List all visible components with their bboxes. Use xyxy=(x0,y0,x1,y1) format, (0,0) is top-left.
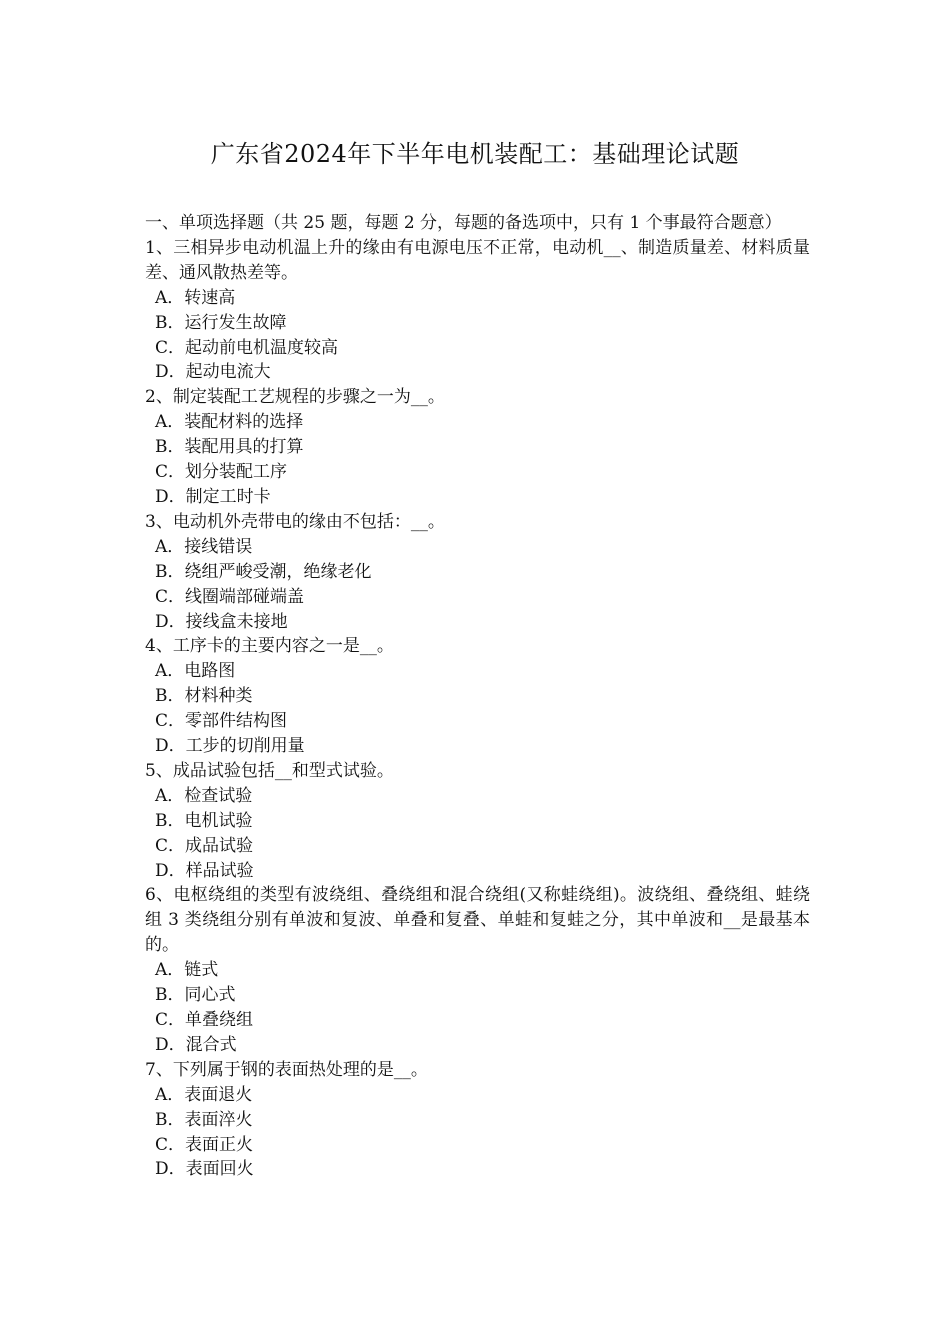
option-a: A．装配材料的选择 xyxy=(155,412,304,433)
question-6 xyxy=(145,883,810,1057)
option-d: D．样品试验 xyxy=(155,860,254,881)
option-a: A．接线错误 xyxy=(155,536,253,557)
question-stem: 2、制定装配工艺规程的步骤之一为__。 xyxy=(145,387,445,408)
question-2 xyxy=(145,385,810,510)
option-c: C．表面正火 xyxy=(155,1134,254,1155)
option-d: D．接线盒未接地 xyxy=(155,611,288,632)
question-stem: 5、成品试验包括__和型式试验。 xyxy=(145,760,394,781)
question-stem: 4、工序卡的主要内容之一是__。 xyxy=(145,636,394,657)
option-c: C．划分装配工序 xyxy=(155,462,288,483)
question-3 xyxy=(145,510,810,635)
question-stem: 1、三相异步电动机温上升的缘由有电源电压不正常，电动机__、制造质量差、材料质量差、通风散热差等。 xyxy=(145,237,810,283)
document-title: 广东省2024年下半年电机装配工：基础理论试题 xyxy=(210,140,740,168)
option-b: B．同心式 xyxy=(155,985,236,1006)
option-d: D．混合式 xyxy=(155,1034,237,1055)
section-intro: 一、单项选择题（共 25 题，每题 2 分，每题的备选项中，只有 1 个事最符合题意） xyxy=(145,213,782,233)
option-a: A．电路图 xyxy=(155,661,236,682)
option-c: C．线圈端部碰端盖 xyxy=(155,586,305,607)
option-b: B．绕组严峻受潮，绝缘老化 xyxy=(155,561,372,582)
option-c: C．成品试验 xyxy=(155,835,254,856)
option-a: A．检查试验 xyxy=(155,785,253,806)
option-c: C．零部件结构图 xyxy=(155,711,288,732)
question-stem: 3、电动机外壳带电的缘由不包括：__。 xyxy=(145,511,445,532)
option-a: A．链式 xyxy=(155,960,219,981)
question-1 xyxy=(145,236,810,385)
option-c: C．起动前电机温度较高 xyxy=(155,337,339,358)
question-5 xyxy=(145,759,810,884)
question-stem: 6、电枢绕组的类型有波绕组、叠绕组和混合绕组(又称蛙绕组)。波绕组、叠绕组、蛙绕组 3 类绕组分别有单波和复波、单叠和复叠、单蛙和复蛙之分，其中单波和__是最基本的。 xyxy=(145,885,810,956)
option-b: B．装配用具的打算 xyxy=(155,437,304,458)
option-d: D．起动电流大 xyxy=(155,362,271,383)
option-b: B．电机试验 xyxy=(155,810,253,831)
question-4 xyxy=(145,634,810,759)
option-a: A．表面退火 xyxy=(155,1084,253,1105)
question-7 xyxy=(145,1058,810,1183)
option-b: B．材料种类 xyxy=(155,686,253,707)
option-d: D．表面回火 xyxy=(155,1159,254,1180)
document-body xyxy=(145,211,810,1182)
option-b: B．运行发生故障 xyxy=(155,312,287,333)
option-d: D．制定工时卡 xyxy=(155,486,271,507)
option-b: B．表面淬火 xyxy=(155,1109,253,1130)
option-d: D．工步的切削用量 xyxy=(155,736,305,757)
option-a: A．转速高 xyxy=(155,287,236,308)
question-stem: 7、下列属于钢的表面热处理的是__。 xyxy=(145,1059,428,1080)
option-c: C．单叠绕组 xyxy=(155,1010,254,1030)
